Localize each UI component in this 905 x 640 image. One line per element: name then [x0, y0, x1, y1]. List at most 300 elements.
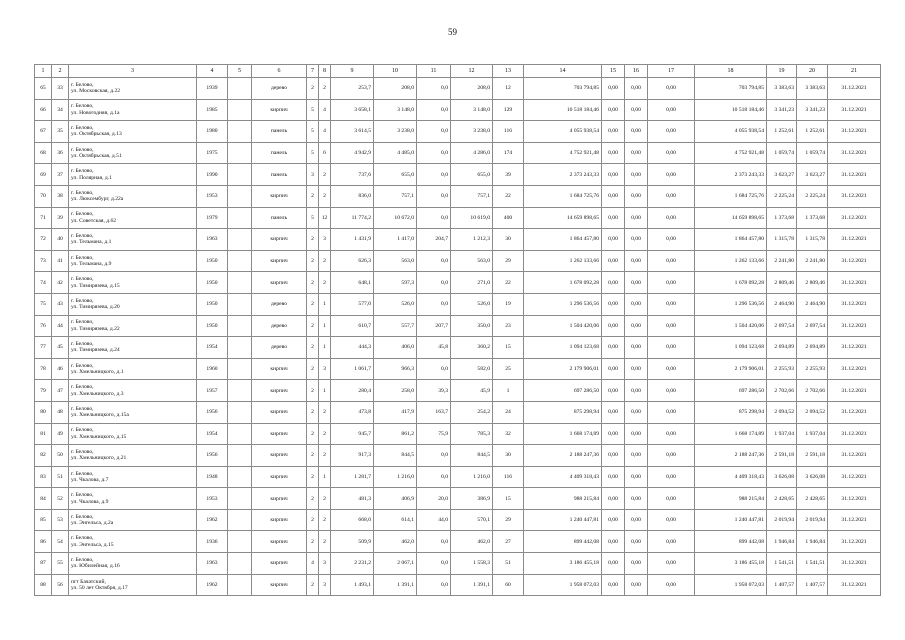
cell-cost: 10 518 184,46: [524, 99, 602, 121]
cell-ppl: 1: [493, 380, 524, 402]
cell-n: 68: [35, 142, 52, 164]
cell-z2: 0,00: [625, 142, 648, 164]
address-cell: [69, 229, 197, 251]
cell-fl: 5: [307, 142, 319, 164]
address-cell: [69, 445, 197, 467]
cell-n: 86: [35, 531, 52, 553]
cell-en: 2: [319, 185, 331, 207]
address-cell: [69, 401, 197, 423]
cell-rate: 2 255,93: [767, 358, 797, 380]
cell-s1: 836,0: [331, 185, 374, 207]
cell-s4: 1 216,0: [451, 466, 493, 488]
cell-n: 66: [35, 99, 52, 121]
cell-s1: 509,9: [331, 531, 374, 553]
table-row: [35, 315, 881, 337]
cell-z2: 0,00: [625, 185, 648, 207]
cell-cost2: 10 518 184,46: [695, 99, 767, 121]
cell-s2: 563,0: [374, 250, 417, 272]
cell-s2: 557,7: [374, 315, 417, 337]
column-header-6: 6: [252, 65, 307, 78]
cell-mat: кирпич: [252, 531, 307, 553]
table-row: [35, 401, 881, 423]
cell-ppl: 22: [493, 272, 524, 294]
table-body: [35, 78, 881, 596]
column-header-13: 13: [493, 65, 524, 78]
table-row: [35, 121, 881, 143]
cell-date: 31.12.2021: [828, 401, 881, 423]
cell-z3: 0,00: [648, 293, 695, 315]
cell-s1: 444,3: [331, 337, 374, 359]
cell-z1: 0,00: [602, 293, 625, 315]
cell-s4: 655,0: [451, 164, 493, 186]
cell-cost: 2 188 247,36: [524, 445, 602, 467]
cell-s3: 0,0: [417, 185, 451, 207]
cell-z2: 0,00: [625, 509, 648, 531]
cell-s3: 39,3: [417, 380, 451, 402]
cell-s4: 10 619,0: [451, 207, 493, 229]
address-street: ул. Новогодняя, д.1а: [71, 109, 120, 116]
address-street: ул. Тимирязева, д.22: [71, 325, 120, 332]
cell-en: 2: [319, 164, 331, 186]
cell-mat: дерево: [252, 293, 307, 315]
address-street: ул. Хмельницкого, д.15а: [71, 412, 129, 419]
cell-y2: [228, 164, 252, 186]
cell-ppl: 174: [493, 142, 524, 164]
cell-cost2: 1 094 123,68: [695, 337, 767, 359]
address-street: ул. Хмельницкого, д.21: [71, 455, 127, 462]
cell-z2: 0,00: [625, 553, 648, 575]
cell-m: 51: [52, 466, 69, 488]
cell-z1: 0,00: [602, 99, 625, 121]
cell-s2: 406,9: [374, 488, 417, 510]
cell-n: 76: [35, 315, 52, 337]
cell-date: 31.12.2021: [828, 574, 881, 596]
table-row: [35, 358, 881, 380]
cell-year: 1975: [197, 142, 228, 164]
cell-z2: 0,00: [625, 272, 648, 294]
cell-ppl: 30: [493, 229, 524, 251]
cell-en: 3: [319, 358, 331, 380]
cell-cost2: 899 442,08: [695, 531, 767, 553]
cell-m: 35: [52, 121, 69, 143]
cell-z3: 0,00: [648, 272, 695, 294]
cell-rate2: 2 591,18: [797, 445, 828, 467]
cell-m: 39: [52, 207, 69, 229]
cell-mat: кирпич: [252, 488, 307, 510]
cell-y2: [228, 488, 252, 510]
cell-m: 33: [52, 78, 69, 100]
cell-s3: 0,0: [417, 121, 451, 143]
column-header-9: 9: [331, 65, 374, 78]
cell-s1: 610,7: [331, 315, 374, 337]
cell-date: 31.12.2021: [828, 488, 881, 510]
cell-y2: [228, 293, 252, 315]
cell-rate2: 1 252,61: [797, 121, 828, 143]
cell-z1: 0,00: [602, 185, 625, 207]
cell-y2: [228, 185, 252, 207]
cell-ppl: 39: [493, 164, 524, 186]
cell-m: 42: [52, 272, 69, 294]
table-row: [35, 293, 881, 315]
cell-z1: 0,00: [602, 229, 625, 251]
address-street: ул. Советская, д.62: [71, 217, 117, 224]
cell-cost: 4 752 921,48: [524, 142, 602, 164]
cell-s4: 271,0: [451, 272, 493, 294]
cell-mat: кирпич: [252, 509, 307, 531]
cell-rate2: 1 937,04: [797, 423, 828, 445]
cell-y2: [228, 78, 252, 100]
address-street: ул. Хмельницкого, д.3: [71, 390, 124, 397]
cell-z2: 0,00: [625, 121, 648, 143]
cell-z2: 0,00: [625, 574, 648, 596]
cell-year: 1953: [197, 185, 228, 207]
cell-date: 31.12.2021: [828, 272, 881, 294]
cell-rate: 1 946,84: [767, 531, 797, 553]
cell-fl: 2: [307, 272, 319, 294]
cell-s4: 757,1: [451, 185, 493, 207]
cell-date: 31.12.2021: [828, 250, 881, 272]
cell-n: 70: [35, 185, 52, 207]
column-header-16: 16: [625, 65, 648, 78]
cell-fl: 2: [307, 401, 319, 423]
cell-fl: 2: [307, 531, 319, 553]
cell-z3: 0,00: [648, 185, 695, 207]
column-header-14: 14: [524, 65, 602, 78]
cell-s2: 208,0: [374, 78, 417, 100]
address-locality: г. Белово,: [71, 297, 94, 304]
cell-year: 1950: [197, 293, 228, 315]
cell-s2: 1 216,0: [374, 466, 417, 488]
address-locality: г. Белово,: [71, 384, 94, 391]
cell-m: 45: [52, 337, 69, 359]
cell-s1: 626,3: [331, 250, 374, 272]
cell-fl: 2: [307, 509, 319, 531]
cell-z3: 0,00: [648, 121, 695, 143]
table-row: [35, 229, 881, 251]
cell-cost2: 1 864 457,80: [695, 229, 767, 251]
address-cell: [69, 509, 197, 531]
cell-date: 31.12.2021: [828, 315, 881, 337]
cell-z3: 0,00: [648, 250, 695, 272]
cell-s1: 253,7: [331, 78, 374, 100]
cell-y2: [228, 423, 252, 445]
address-locality: пгт Бачатский,: [71, 578, 106, 585]
table-row: [35, 185, 881, 207]
address-cell: [69, 207, 197, 229]
address-street: ул. Полярная, д.1: [71, 174, 112, 181]
cell-rate2: 1 946,84: [797, 531, 828, 553]
cell-z3: 0,00: [648, 99, 695, 121]
cell-date: 31.12.2021: [828, 509, 881, 531]
cell-s1: 737,6: [331, 164, 374, 186]
cell-z3: 0,00: [648, 164, 695, 186]
cell-z3: 0,00: [648, 229, 695, 251]
cell-z1: 0,00: [602, 315, 625, 337]
cell-rate: 1 059,74: [767, 142, 797, 164]
cell-mat: кирпич: [252, 229, 307, 251]
cell-rate2: 3 623,27: [797, 164, 828, 186]
cell-m: 54: [52, 531, 69, 553]
cell-fl: 4: [307, 553, 319, 575]
address-street: ул. Тельмана, д.1: [71, 239, 112, 246]
cell-year: 1985: [197, 99, 228, 121]
column-header-2: 2: [52, 65, 69, 78]
address-street: ул. 50 лет Октября, д.17: [71, 584, 128, 591]
cell-s4: 386,9: [451, 488, 493, 510]
cell-s4: 785,3: [451, 423, 493, 445]
address-street: ул. Хмельницкого, д.1: [71, 369, 124, 376]
cell-z1: 0,00: [602, 250, 625, 272]
address-cell: [69, 99, 197, 121]
cell-en: 3: [319, 574, 331, 596]
address-locality: г. Белово,: [71, 535, 94, 542]
cell-s1: 2 231,2: [331, 553, 374, 575]
column-header-19: 19: [767, 65, 797, 78]
cell-m: 43: [52, 293, 69, 315]
cell-z1: 0,00: [602, 207, 625, 229]
cell-mat: кирпич: [252, 466, 307, 488]
cell-cost: 1 684 725,76: [524, 185, 602, 207]
cell-s3: 0,0: [417, 553, 451, 575]
cell-z2: 0,00: [625, 380, 648, 402]
address-cell: [69, 337, 197, 359]
cell-ppl: 116: [493, 121, 524, 143]
cell-y2: [228, 574, 252, 596]
cell-s1: 473,8: [331, 401, 374, 423]
cell-rate: 2 697,54: [767, 315, 797, 337]
cell-ppl: 129: [493, 99, 524, 121]
cell-s4: 350,0: [451, 315, 493, 337]
cell-m: 44: [52, 315, 69, 337]
cell-fl: 2: [307, 380, 319, 402]
cell-s2: 861,2: [374, 423, 417, 445]
cell-fl: 2: [307, 78, 319, 100]
cell-mat: панель: [252, 142, 307, 164]
cell-year: 1950: [197, 272, 228, 294]
table-row: [35, 574, 881, 596]
cell-s2: 462,0: [374, 531, 417, 553]
address-cell: [69, 272, 197, 294]
cell-year: 1980: [197, 121, 228, 143]
table-row: [35, 488, 881, 510]
cell-rate: 1 937,04: [767, 423, 797, 445]
cell-z2: 0,00: [625, 445, 648, 467]
column-header-18: 18: [695, 65, 767, 78]
column-number-row: [35, 65, 881, 78]
cell-z2: 0,00: [625, 401, 648, 423]
address-locality: г. Белово,: [71, 492, 94, 499]
cell-cost: 1 240 447,81: [524, 509, 602, 531]
address-locality: г. Белово,: [71, 125, 94, 132]
address-locality: г. Белово,: [71, 319, 94, 326]
cell-s3: 0,0: [417, 99, 451, 121]
cell-n: 65: [35, 78, 52, 100]
cell-z3: 0,00: [648, 445, 695, 467]
cell-date: 31.12.2021: [828, 445, 881, 467]
cell-rate2: 1 373,68: [797, 207, 828, 229]
cell-year: 1953: [197, 488, 228, 510]
cell-z1: 0,00: [602, 445, 625, 467]
cell-en: 2: [319, 488, 331, 510]
cell-z1: 0,00: [602, 121, 625, 143]
cell-fl: 2: [307, 185, 319, 207]
cell-s1: 945,7: [331, 423, 374, 445]
cell-n: 80: [35, 401, 52, 423]
cell-m: 48: [52, 401, 69, 423]
cell-date: 31.12.2021: [828, 553, 881, 575]
cell-s4: 208,0: [451, 78, 493, 100]
address-cell: [69, 553, 197, 575]
cell-ppl: 29: [493, 509, 524, 531]
cell-z1: 0,00: [602, 553, 625, 575]
cell-ppl: 60: [493, 574, 524, 596]
cell-z1: 0,00: [602, 401, 625, 423]
cell-en: 1: [319, 466, 331, 488]
address-locality: г. Белово,: [71, 81, 94, 88]
cell-m: 46: [52, 358, 69, 380]
cell-n: 71: [35, 207, 52, 229]
cell-rate2: 2 702,66: [797, 380, 828, 402]
cell-year: 1957: [197, 380, 228, 402]
cell-y2: [228, 380, 252, 402]
cell-n: 73: [35, 250, 52, 272]
cell-n: 88: [35, 574, 52, 596]
column-header-12: 12: [451, 65, 493, 78]
cell-date: 31.12.2021: [828, 207, 881, 229]
cell-en: 2: [319, 272, 331, 294]
address-locality: г. Белово,: [71, 276, 94, 283]
table-row: [35, 99, 881, 121]
cell-cost2: 1 668 174,89: [695, 423, 767, 445]
cell-z2: 0,00: [625, 466, 648, 488]
cell-n: 69: [35, 164, 52, 186]
cell-m: 34: [52, 99, 69, 121]
address-cell: [69, 142, 197, 164]
cell-z1: 0,00: [602, 531, 625, 553]
cell-s2: 417,9: [374, 401, 417, 423]
cell-s4: 462,0: [451, 531, 493, 553]
cell-z3: 0,00: [648, 207, 695, 229]
cell-year: 1936: [197, 531, 228, 553]
cell-z1: 0,00: [602, 272, 625, 294]
cell-z1: 0,00: [602, 423, 625, 445]
cell-year: 1950: [197, 315, 228, 337]
cell-rate: 2 702,66: [767, 380, 797, 402]
cell-z3: 0,00: [648, 423, 695, 445]
cell-s2: 258,0: [374, 380, 417, 402]
cell-cost: 1 094 123,68: [524, 337, 602, 359]
cell-en: 2: [319, 509, 331, 531]
cell-rate: 3 341,23: [767, 99, 797, 121]
cell-mat: кирпич: [252, 423, 307, 445]
address-locality: г. Белово,: [71, 168, 94, 175]
cell-y2: [228, 337, 252, 359]
address-street: ул. Чкалова, д.9: [71, 498, 109, 505]
column-header-7: 7: [307, 65, 319, 78]
cell-cost2: 1 296 536,56: [695, 293, 767, 315]
cell-fl: 2: [307, 466, 319, 488]
cell-n: 78: [35, 358, 52, 380]
cell-cost: 1 864 457,80: [524, 229, 602, 251]
cell-ppl: 27: [493, 531, 524, 553]
cell-s3: 20,0: [417, 488, 451, 510]
cell-fl: 2: [307, 315, 319, 337]
cell-s3: 0,0: [417, 272, 451, 294]
cell-cost: 2 179 906,01: [524, 358, 602, 380]
cell-year: 1963: [197, 229, 228, 251]
cell-z3: 0,00: [648, 531, 695, 553]
cell-cost2: 14 659 898,65: [695, 207, 767, 229]
cell-year: 1956: [197, 401, 228, 423]
cell-s4: 1 212,3: [451, 229, 493, 251]
address-cell: [69, 358, 197, 380]
cell-s1: 4 942,9: [331, 142, 374, 164]
cell-fl: 2: [307, 423, 319, 445]
cell-ppl: 15: [493, 337, 524, 359]
cell-y2: [228, 229, 252, 251]
cell-m: 40: [52, 229, 69, 251]
cell-s4: 570,1: [451, 509, 493, 531]
address-street: ул. Октябрьская, д.51: [71, 153, 122, 160]
cell-s4: 563,0: [451, 250, 493, 272]
cell-cost: 4 409 318,43: [524, 466, 602, 488]
address-street: ул. Люксембург, д.22а: [71, 196, 124, 203]
cell-z3: 0,00: [648, 488, 695, 510]
cell-z3: 0,00: [648, 553, 695, 575]
table-row: [35, 142, 881, 164]
cell-z2: 0,00: [625, 488, 648, 510]
cell-mat: дерево: [252, 78, 307, 100]
address-locality: г. Белово,: [71, 448, 94, 455]
cell-m: 47: [52, 380, 69, 402]
cell-y2: [228, 531, 252, 553]
cell-rate: 2 225,24: [767, 185, 797, 207]
address-street: ул. Тимирязева, д.15: [71, 282, 120, 289]
address-street: ул. Московская, д.22: [71, 88, 121, 95]
cell-s2: 2 067,1: [374, 553, 417, 575]
cell-z1: 0,00: [602, 78, 625, 100]
cell-rate: 2 464,90: [767, 293, 797, 315]
cell-cost2: 2 179 906,01: [695, 358, 767, 380]
cell-rate2: 2 809,46: [797, 272, 828, 294]
cell-s4: 45,9: [451, 380, 493, 402]
cell-z2: 0,00: [625, 423, 648, 445]
column-header-1: 1: [35, 65, 52, 78]
cell-mat: кирпич: [252, 358, 307, 380]
cell-z2: 0,00: [625, 315, 648, 337]
cell-rate: 2 809,46: [767, 272, 797, 294]
cell-n: 85: [35, 509, 52, 531]
cell-ppl: 30: [493, 445, 524, 467]
cell-date: 31.12.2021: [828, 99, 881, 121]
cell-z3: 0,00: [648, 574, 695, 596]
cell-s2: 597,3: [374, 272, 417, 294]
cell-cost2: 2 373 243,33: [695, 164, 767, 186]
cell-year: 1990: [197, 164, 228, 186]
cell-mat: панель: [252, 164, 307, 186]
cell-s2: 10 672,0: [374, 207, 417, 229]
cell-s1: 1 431,9: [331, 229, 374, 251]
column-header-15: 15: [602, 65, 625, 78]
cell-fl: 2: [307, 229, 319, 251]
cell-date: 31.12.2021: [828, 185, 881, 207]
cell-rate2: 2 428,65: [797, 488, 828, 510]
cell-year: 1979: [197, 207, 228, 229]
cell-n: 82: [35, 445, 52, 467]
cell-z3: 0,00: [648, 358, 695, 380]
cell-year: 1948: [197, 466, 228, 488]
address-cell: [69, 121, 197, 143]
